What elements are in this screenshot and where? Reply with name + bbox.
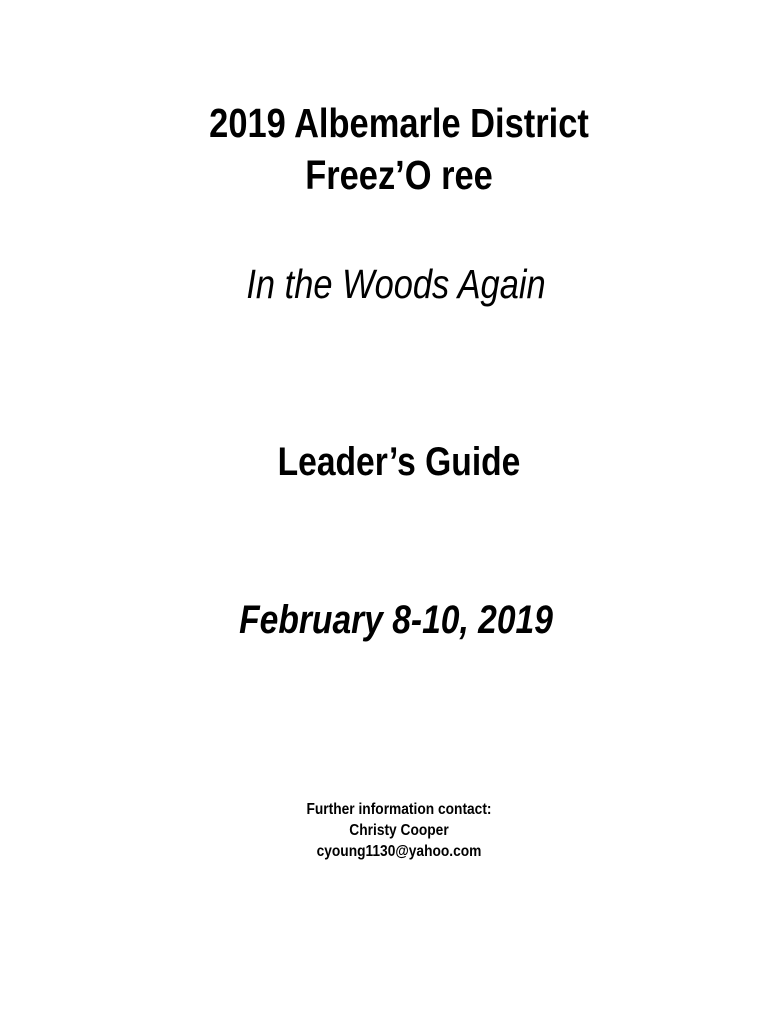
document-title-line-1: 2019 Albemarle District [209, 100, 589, 146]
event-theme: In the Woods Again [246, 261, 546, 307]
document-subtitle: Leader’s Guide [277, 440, 521, 484]
document-title-line-2: Freez’O ree [305, 152, 493, 198]
contact-heading: Further information contact: [306, 801, 492, 818]
contact-name: Christy Cooper [349, 822, 449, 839]
contact-email: cyoung1130@yahoo.com [316, 843, 482, 860]
event-dates: February 8-10, 2019 [239, 598, 553, 642]
